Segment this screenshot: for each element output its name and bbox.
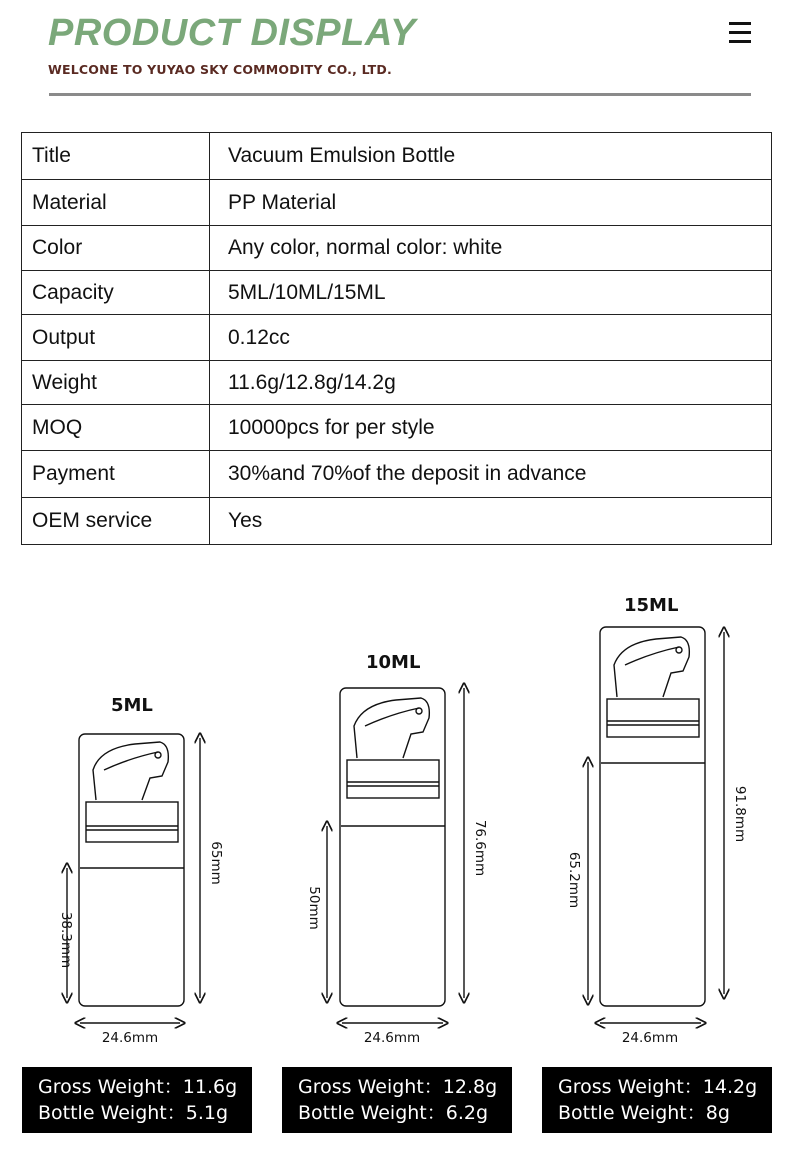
spec-value: 5ML/10ML/15ML	[210, 271, 772, 315]
spec-row	[22, 451, 772, 498]
bottle-15ml-width-label: 24.6mm	[621, 1030, 679, 1046]
spec-value: 10000pcs for per style	[210, 405, 772, 451]
spec-key: Color	[22, 226, 210, 271]
bottle-10ml-height-label: 76.6mm	[472, 819, 488, 877]
company-subtitle: WELCONE TO YUYAO SKY COMMODITY CO., LTD.	[48, 62, 392, 77]
spec-key: Material	[22, 180, 210, 226]
bottle-10ml-drawing	[340, 688, 445, 1006]
spec-table	[21, 132, 772, 545]
bottle-10ml-body-height-label: 50mm	[306, 886, 322, 930]
bottle-5ml-drawing	[79, 734, 184, 1006]
spec-key: Title	[22, 133, 210, 180]
spec-row	[22, 271, 772, 315]
spec-value: 11.6g/12.8g/14.2g	[210, 361, 772, 405]
spec-value: Yes	[210, 498, 772, 545]
bottle-5ml-body-height-label: 38.3mm	[58, 911, 74, 969]
bottle-10ml-weight-box	[282, 1067, 512, 1133]
spec-key: Weight	[22, 361, 210, 405]
bottle-weight: Bottle Weight：5.1g	[38, 1102, 229, 1124]
bottle-5ml-width-label: 24.6mm	[101, 1030, 159, 1046]
gross-weight: Gross Weight：12.8g	[298, 1076, 498, 1098]
spec-value: 0.12cc	[210, 315, 772, 361]
hamburger-menu-icon[interactable]	[729, 20, 751, 44]
bottle-5ml-height-label: 65mm	[208, 841, 224, 885]
bottle-15ml-capacity-label: 15ML	[624, 595, 679, 616]
spec-row	[22, 133, 772, 180]
bottle-5ml-weight-box	[22, 1067, 252, 1133]
spec-row	[22, 315, 772, 361]
gross-weight: Gross Weight：11.6g	[38, 1076, 238, 1098]
bottle-weight: Bottle Weight：6.2g	[298, 1102, 489, 1124]
spec-value: Vacuum Emulsion Bottle	[210, 133, 772, 180]
bottle-15ml-height-label: 91.8mm	[732, 785, 748, 843]
spec-value: Any color, normal color: white	[210, 226, 772, 271]
bottle-15ml-body-height-label: 65.2mm	[566, 851, 582, 909]
spec-value: 30%and 70%of the deposit in advance	[210, 451, 772, 498]
bottle-15ml-weight-box	[542, 1067, 772, 1133]
spec-value: PP Material	[210, 180, 772, 226]
page-title: PRODUCT DISPLAY	[48, 12, 416, 54]
gross-weight: Gross Weight：14.2g	[558, 1076, 758, 1098]
spec-key: Output	[22, 315, 210, 361]
spec-key: OEM service	[22, 498, 210, 545]
spec-row	[22, 226, 772, 271]
bottle-weight: Bottle Weight：8g	[558, 1102, 730, 1124]
spec-row	[22, 405, 772, 451]
header-divider	[49, 93, 751, 96]
bottle-10ml-capacity-label: 10ML	[366, 652, 421, 673]
spec-row	[22, 361, 772, 405]
bottle-15ml-drawing	[600, 627, 705, 1006]
bottle-10ml-width-label: 24.6mm	[363, 1030, 421, 1046]
bottle-5ml-capacity-label: 5ML	[111, 695, 153, 716]
spec-key: Payment	[22, 451, 210, 498]
spec-key: Capacity	[22, 271, 210, 315]
spec-key: MOQ	[22, 405, 210, 451]
spec-row	[22, 498, 772, 545]
spec-row	[22, 180, 772, 226]
